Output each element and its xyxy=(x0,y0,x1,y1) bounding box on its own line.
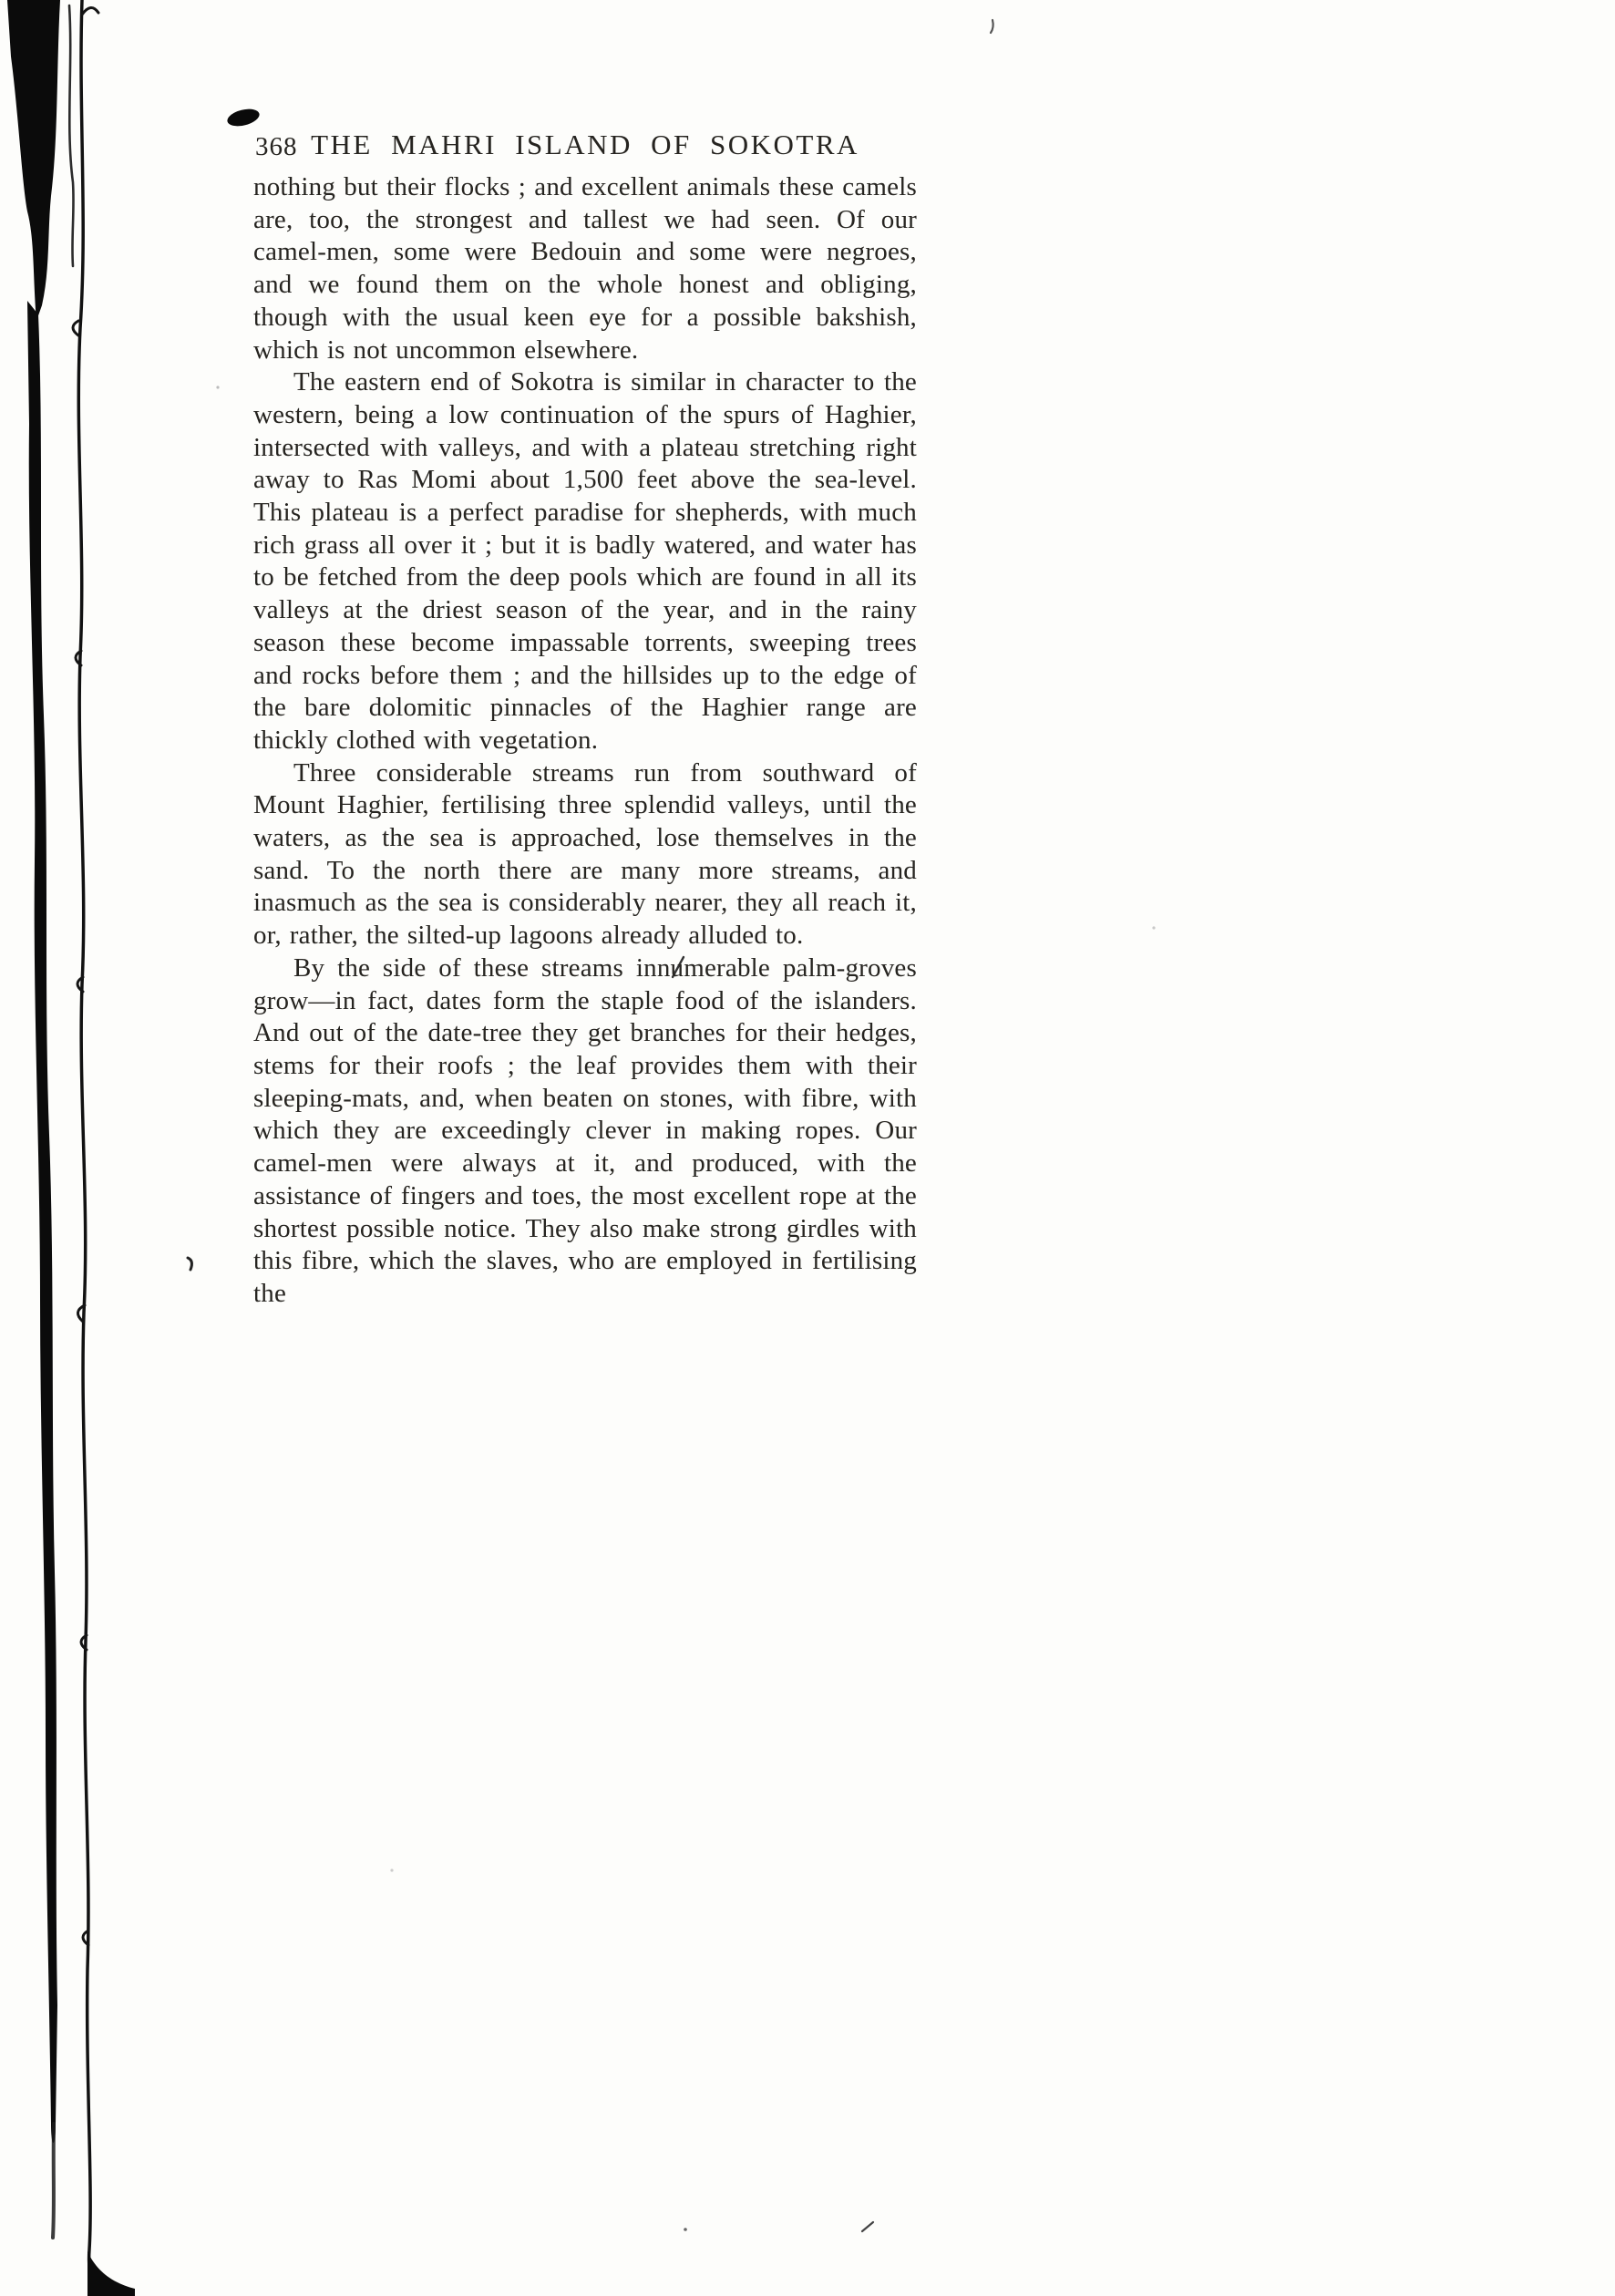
page-edge-top-curl xyxy=(82,7,98,15)
page-header xyxy=(253,129,917,163)
bottom-corner-smudge xyxy=(87,2251,135,2296)
running-title: THE MAHRI ISLAND OF SOKOTRA xyxy=(311,129,859,160)
binding-smudge-top xyxy=(4,0,60,321)
text-block xyxy=(253,129,917,1311)
binding-smudge-streak xyxy=(27,301,57,2143)
ink-blot xyxy=(225,106,261,129)
body-text xyxy=(253,171,917,1311)
paragraph-4: By the side of these streams innumerable palm-groves grow—in fact, dates form the staple food of the islanders. And out of the date-tree they get branches for their hedges, stems for their roofs ; the leaf provides them with their sleeping-mats, and, when beaten on stones, with fibre, with which they are exceedingly clever in making ropes. Our camel-men were always at it, and produced, with the assistance of fingers and toes, the most excellent rope at the shortest possible notice. They also make strong girdles with this fibre, which the slaves, who are employed in fertilising the xyxy=(253,952,917,1308)
binding-smudge-tail xyxy=(53,2124,54,2238)
page-edge-curls xyxy=(73,321,88,1945)
paragraph-3: Three considerable streams run from southward of Mount Haghier, fertilising three splendid valleys, until the waters, as the sea is approached, lose themselves in the sand. To the north there are many more streams, and inasmuch as the sea is considerably nearer, they all reach it, or, rather, the silted-up lagoons already alluded to. xyxy=(253,757,917,951)
page-number: 368 xyxy=(255,132,298,161)
paragraph-2: The eastern end of Sokotra is similar in character to the western, being a low continuation of the spurs of Haghier, intersected with valleys, and with a plateau stretching right away to Ras Momi about 1,500 feet above the sea-level. This plateau is a perfect paradise for shepherds, with much rich grass all over it ; but it is badly watered, and water has to be fetched from the deep pools which are found in all its valleys at the driest season of the year, and in the rainy season these become impassable torrents, sweeping trees and rocks before them ; and the hillsides up to the edge of the bare dolomitic pinnacles of the Haghier range are thickly clothed with vegetation. xyxy=(253,367,917,755)
paragraph-1: nothing but their flocks ; and excellent animals these camels are, too, the strongest and tallest we had seen. Of our camel-men, some were Bedouin and some were negroes, and we found them on the whole honest and obliging, though with the usual keen eye for a possible bakshish, which is not uncommon elsewhere. xyxy=(253,172,917,365)
page-edge-line xyxy=(78,0,102,2291)
page-edge-top-line xyxy=(69,5,74,266)
